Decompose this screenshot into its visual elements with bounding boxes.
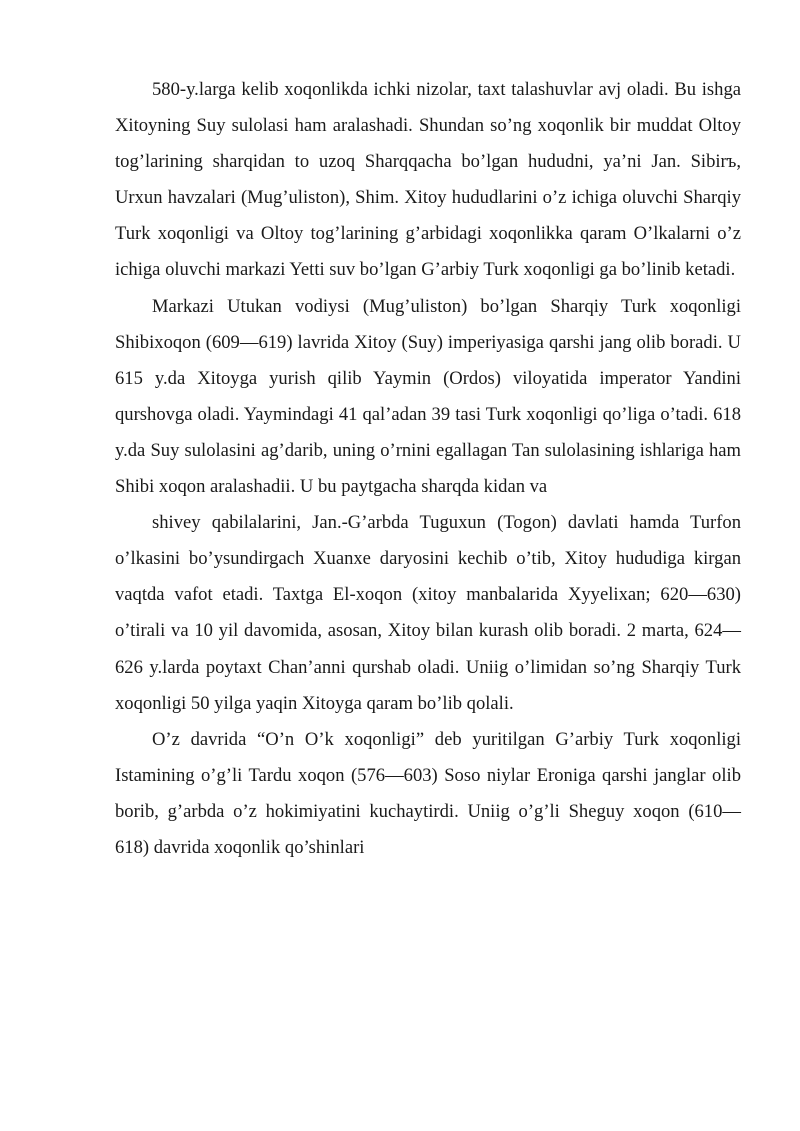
paragraph-3: shivey qabilalarini, Jan.-G’arbda Tuguxun (Togon) davlati hamda Turfon o’lkasini bo’ysundirgach Xuanxe daryosini kechib o’tib, Xitoy hududiga kirgan vaqtda vafot etadi. Taxtga El-xoqon (xitoy manbalarida Xyyelixan; 620—630) o’tirali va 10 yil davomida, asosan, Xitoy bilan kurash olib boradi. 2 marta, 624—626 y.larda poytaxt Chan’anni qurshab oladi. Uniig o’limidan so’ng Sharqiy Turk xoqonligi 50 yilga yaqin Xitoyga qaram bo’lib qolali.	[115, 512, 741, 714]
paragraph-4: O’z davrida “O’n O’k xoqonligi” deb yuritilgan G’arbiy Turk xoqonligi Istamining o’g’li Tardu xoqon (576—603) Soso niylar Eroniga qarshi janglar olib borib, g’arbda o’z hokimiyatini kuchaytirdi. Uniig o’g’li Sheguy xoqon (610— 618) davrida xoqonlik qo’shinlari	[115, 728, 741, 858]
document-page	[115, 72, 741, 866]
paragraph-2: Markazi Utukan vodiysi (Mug’uliston) bo’lgan Sharqiy Turk xoqonligi Shibixoqon (609—619) lavrida Xitoy (Suy) imperiyasiga qarshi jang olib boradi. U 615 y.da Xitoyga yurish qilib Yaymin (Ordos) viloyatida imperator Yandini qurshovga oladi. Yaymindagi 41 qal’adan 39 tasi Turk xoqonligi qo’liga o’tadi. 618 y.da Suy sulolasini ag’darib, uning o’rnini egallagan Tan sulolasining ishlariga ham Shibi xoqon aralashadii. U bu paytgacha sharqda kidan va	[115, 295, 741, 498]
paragraph-1: 580-y.larga kelib xoqonlikda ichki nizolar, taxt talashuvlar avj oladi. Bu ishga Xitoyning Suy sulolasi ham aralashadi. Shundan so’ng xoqonlik bir muddat Oltoy tog’larining sharqidan to uzoq Sharqqacha bo’lgan hududni, ya’ni Jan. Sibirъ, Urxun havzalari (Mug’uliston), Shim. Xitoy hududlarini o’z ichiga oluvchi Sharqiy Turk xoqonligi va Oltoy tog’larining g’arbidagi xoqonlikka qaram O’lkalarni o’z ichiga oluvchi markazi Yetti suv bo’lgan G’arbiy Turk xoqonligi ga bo’linib ketadi.	[115, 79, 741, 281]
